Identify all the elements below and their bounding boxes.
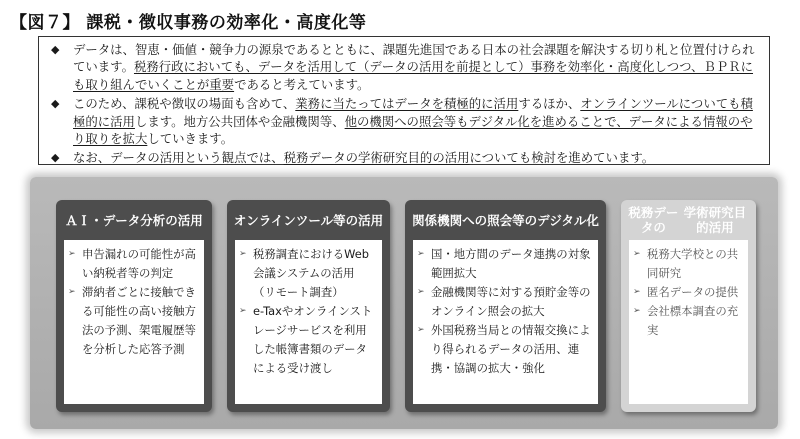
card-list-item-text: 匿名データの提供 bbox=[647, 285, 739, 299]
summary-box bbox=[38, 36, 770, 165]
arrow-bullet-icon: ➢ bbox=[239, 249, 247, 259]
summary-paragraph bbox=[51, 95, 759, 147]
card-title bbox=[405, 200, 606, 240]
card-body bbox=[64, 240, 204, 404]
arrow-bullet-icon: ➢ bbox=[68, 249, 76, 259]
arrow-bullet-icon: ➢ bbox=[633, 249, 641, 259]
card-title-line: デジタル化 bbox=[537, 212, 599, 228]
card-body bbox=[629, 240, 748, 404]
diamond-bullet-icon: ◆ bbox=[51, 151, 60, 165]
arrow-bullet-icon: ➢ bbox=[417, 287, 425, 297]
card-title bbox=[56, 200, 212, 240]
arrow-bullet-icon: ➢ bbox=[68, 287, 76, 297]
paragraph-text-segment: 税務データの学術研究目的の活用 bbox=[283, 150, 470, 166]
card-body bbox=[235, 240, 382, 404]
arrow-bullet-icon: ➢ bbox=[417, 249, 425, 259]
card-title bbox=[621, 200, 756, 240]
diamond-bullet-icon: ◆ bbox=[51, 97, 60, 111]
measures-panel bbox=[30, 177, 778, 429]
card-list-item-text: 税務大学校との共同研究 bbox=[647, 247, 739, 280]
arrow-bullet-icon: ➢ bbox=[417, 325, 425, 335]
summary-paragraph bbox=[51, 149, 759, 166]
card-list-item bbox=[68, 283, 198, 359]
paragraph-text-segment: なお、データの活用という観点では、 bbox=[73, 150, 284, 166]
paragraph-text-segment: していきます。 bbox=[147, 131, 234, 147]
arrow-bullet-icon: ➢ bbox=[633, 287, 641, 297]
card-list-item bbox=[633, 245, 742, 283]
card-title-line: オンラインツール等の活用 bbox=[233, 212, 384, 228]
arrow-bullet-icon: ➢ bbox=[633, 306, 641, 316]
card-list-item-text: 滞納者ごとに接触できる可能性の高い接触方法の予測、架電履歴等を分析した応答予測 bbox=[82, 285, 196, 356]
card-list-item bbox=[239, 245, 376, 302]
card-body bbox=[413, 240, 598, 404]
card-list-item-text: 会社標本調査の充実 bbox=[647, 304, 739, 337]
card-title-line: 税務データの bbox=[628, 205, 679, 235]
card-list-item-text: 金融機関等に対する預貯金等のオンライン照会の拡大 bbox=[431, 285, 591, 318]
paragraph-text-segment: であると考えています。 bbox=[234, 76, 370, 92]
figure-title: 【図７】 課税・徴収事務の効率化・高度化等 bbox=[10, 13, 367, 33]
card-list-item-text: 申告漏れの可能性が高い納税者等の判定 bbox=[82, 247, 196, 280]
paragraph-text-segment: します。地方公共団体や金融機関等、 bbox=[134, 113, 345, 129]
card-online-tools bbox=[227, 200, 390, 412]
card-list-item bbox=[417, 245, 592, 283]
paragraph-text-segment: するほか、 bbox=[518, 96, 581, 112]
card-list-item bbox=[633, 283, 742, 302]
card-list-item bbox=[239, 302, 376, 378]
paragraph-text-segment: 税務行政においても、データを活用して（データの活用を前提として）事務を効率化・高度化しつつ、ＢＰＲにも取り組んでいくことが重要 bbox=[73, 59, 754, 92]
arrow-bullet-icon: ➢ bbox=[239, 306, 247, 316]
card-academic-research-use bbox=[621, 200, 756, 412]
card-list-item bbox=[417, 321, 592, 378]
card-list-item bbox=[417, 283, 592, 321]
paragraph-text-segment: 他の機関への照会等もデジタル化を進めることで、データによる情報のやり取りを拡大 bbox=[73, 113, 753, 147]
card-list-item bbox=[633, 302, 742, 340]
card-agency-inquiry-digitalization bbox=[405, 200, 606, 412]
card-title-line: ＡＩ・データ分析の活用 bbox=[65, 212, 203, 228]
diamond-bullet-icon: ◆ bbox=[51, 43, 60, 56]
card-ai-data-analysis bbox=[56, 200, 212, 412]
card-list-item bbox=[68, 245, 198, 283]
card-list-item-text: e-Taxやオンラインストレージサービスを利用した帳簿書類のデータによる受け渡し bbox=[253, 304, 373, 375]
paragraph-text-segment: このため、課税や徴収の場面も含めて、 bbox=[73, 96, 296, 112]
card-list-item-text: 外国税務当局との情報交換により得られるデータの活用、連携・協調の拡大・強化 bbox=[431, 323, 591, 375]
card-title-line: 学術研究目的活用 bbox=[683, 205, 747, 235]
paragraph-text-segment: 業務に当たってはデータを積極的に活用 bbox=[295, 96, 519, 112]
paragraph-text-segment: についても検討を進めています。 bbox=[469, 150, 655, 166]
paragraph-text-segment: データは、智恵・価値・競争力の源泉であるとともに、課題先進国である日本の社会課題を解決する切り札と位置付けられています。 bbox=[73, 42, 755, 75]
card-list-item-text: 税務調査におけるWeb会議システムの活用（リモート調査） bbox=[253, 247, 369, 299]
card-title-line: 関係機関への照会等の bbox=[412, 212, 538, 228]
card-list-item-text: 国・地方間のデータ連携の対象範囲拡大 bbox=[431, 247, 591, 280]
card-title bbox=[227, 200, 390, 240]
paragraph-text-segment: オンラインツールについても積極的に活用 bbox=[73, 96, 753, 129]
summary-paragraph bbox=[51, 41, 759, 93]
